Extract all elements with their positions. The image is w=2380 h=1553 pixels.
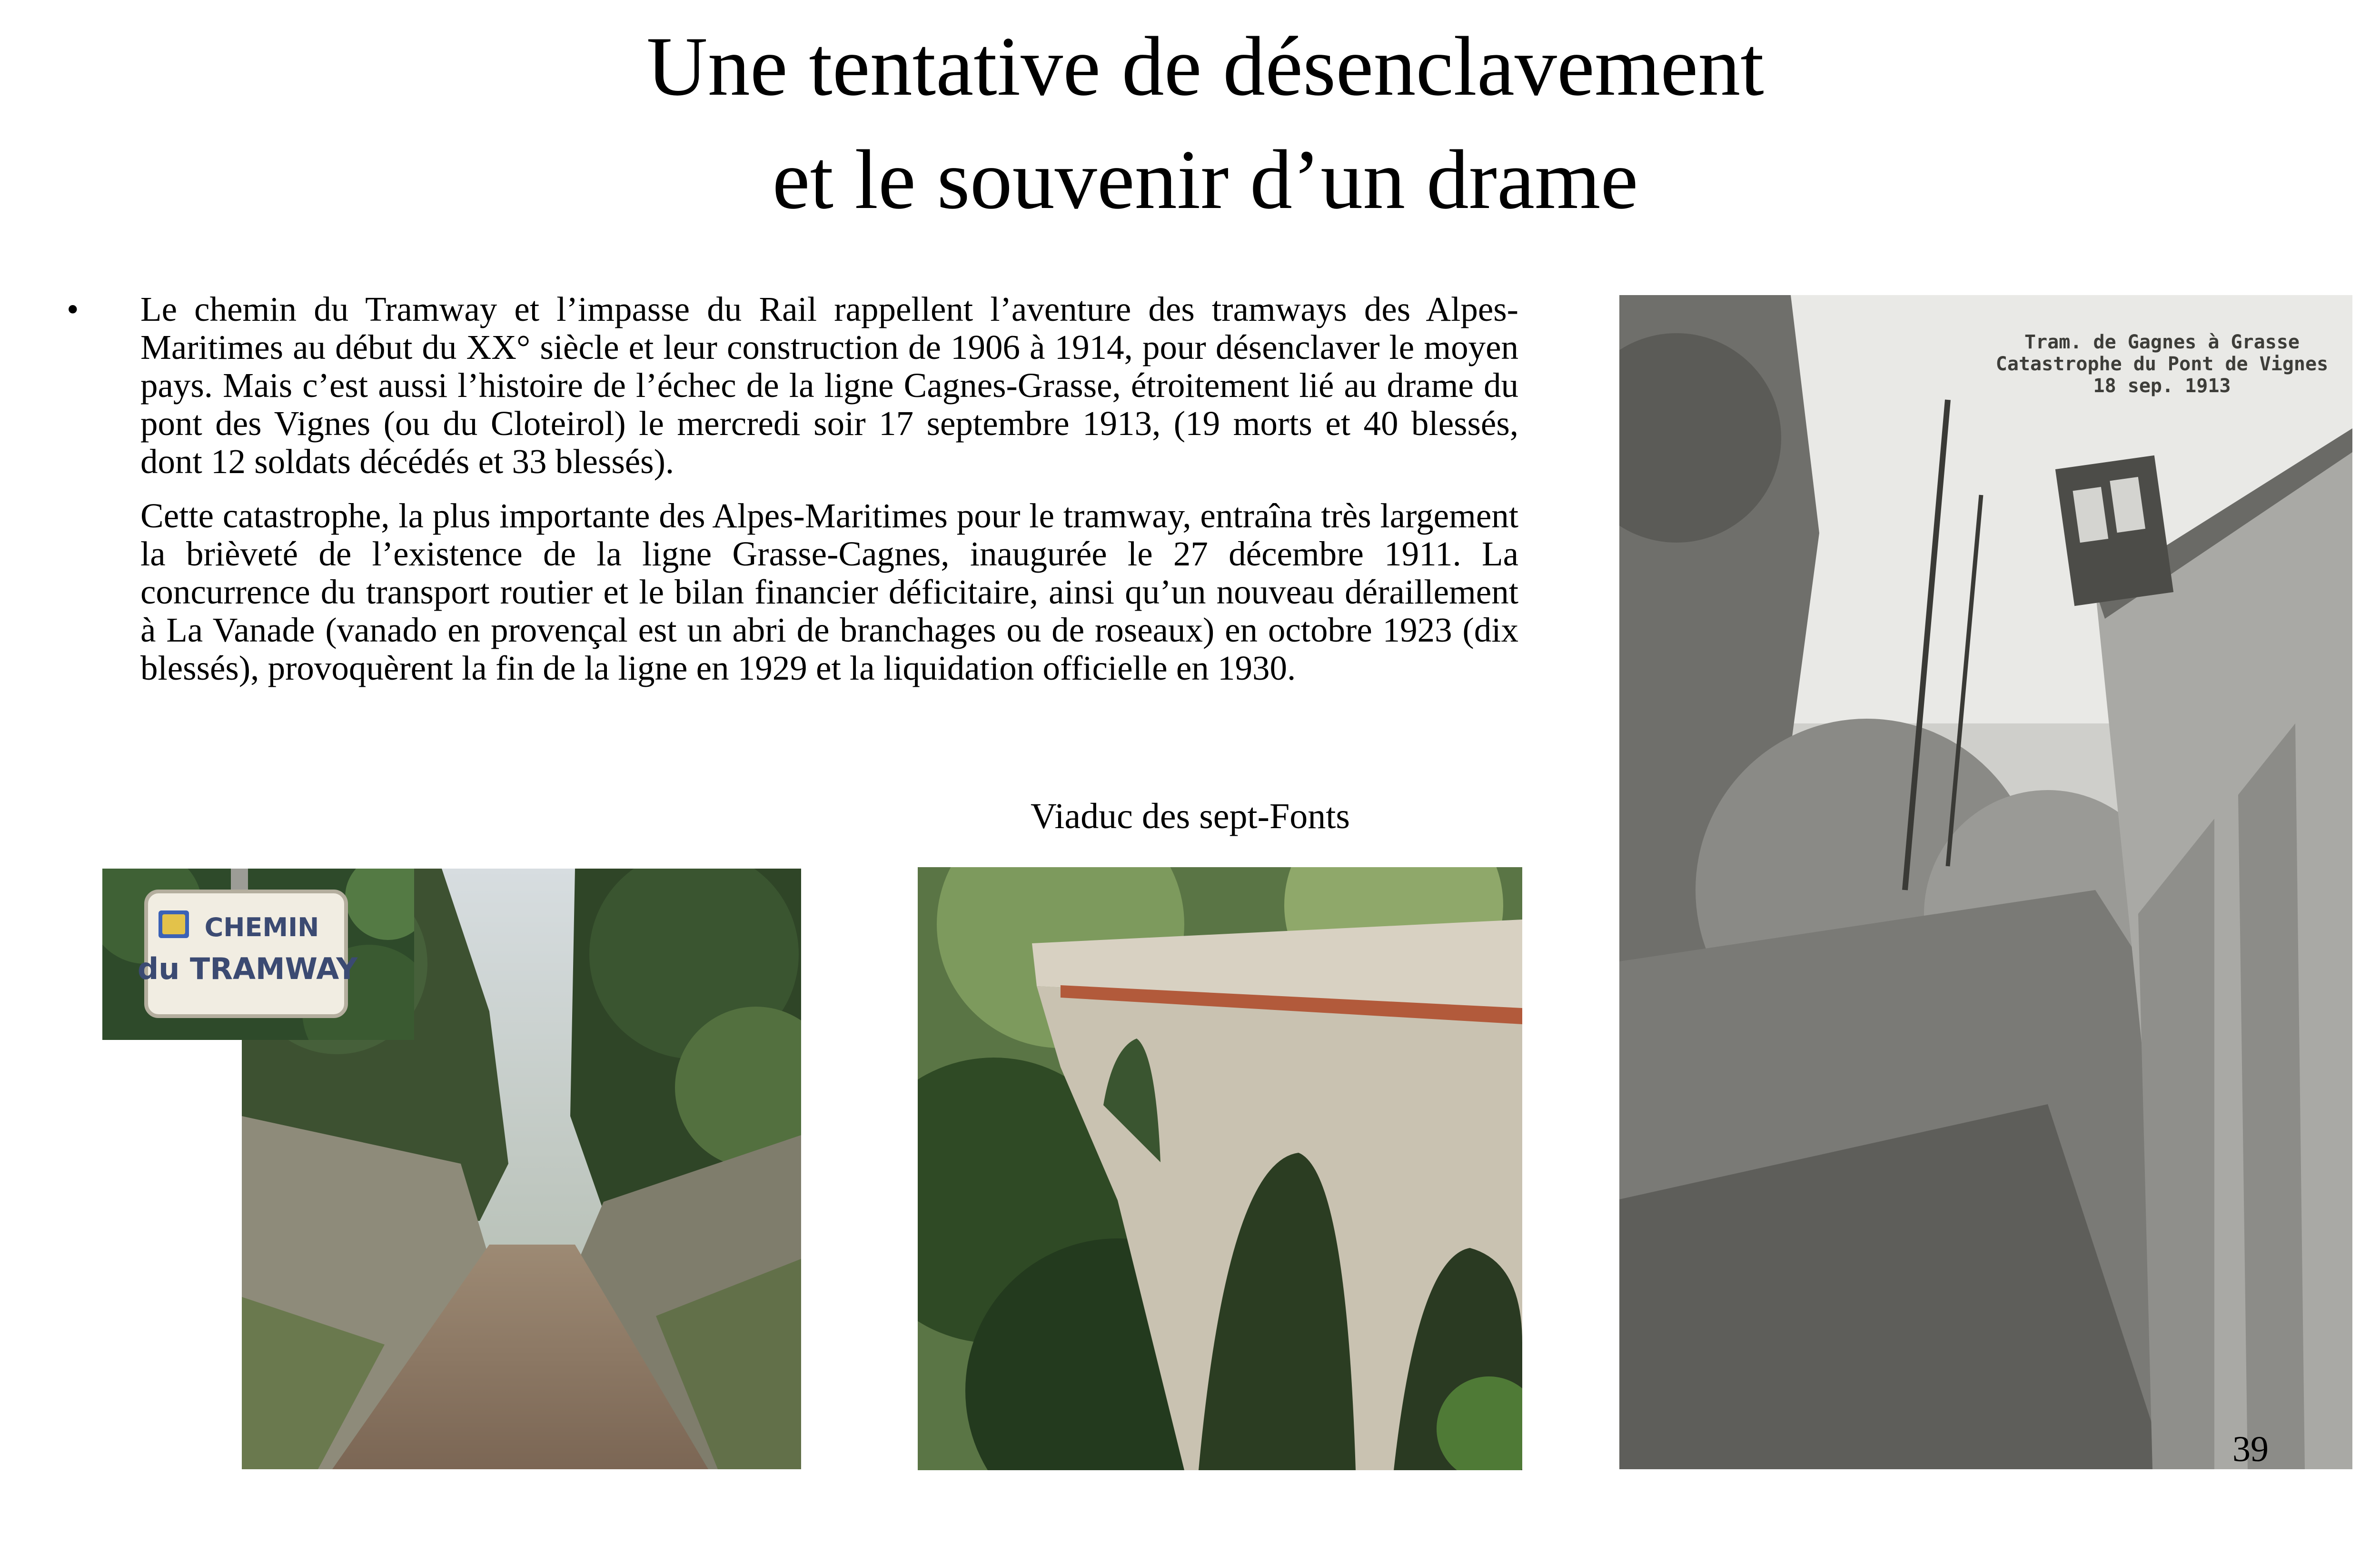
body-text	[67, 290, 1518, 687]
bullet-icon: •	[67, 290, 79, 328]
viaduct-caption: Viaduc des sept-Fonts	[1031, 796, 1350, 836]
street-sign-photo	[102, 869, 414, 1040]
title-line-1: Une tentative de désenclavement	[646, 19, 1764, 113]
postcard-caption-line-1: Tram. de Gagnes à Grasse	[2024, 331, 2300, 353]
postcard-caption-line-3: 18 sep. 1913	[2093, 375, 2231, 397]
postcard-caption-line-2: Catastrophe du Pont de Vignes	[1995, 353, 2329, 375]
bullet-paragraph	[67, 290, 1518, 481]
street-sign-line-1: CHEMIN	[204, 912, 319, 942]
title-line-2: et le souvenir d’un drame	[772, 132, 1638, 227]
page-number: 39	[2232, 1429, 2269, 1469]
slide-title	[0, 10, 2380, 236]
street-sign-line-2: du TRAMWAY	[137, 951, 358, 986]
paragraph-1: Le chemin du Tramway et l’impasse du Rail rappellent l’aventure des tramways des Alpes-Maritimes au début du XX° siècle et leur construction de 1906 à 1914, pour désenclaver le moyen pays. Mais c’est aussi l’histoire de l’échec de la ligne Cagnes-Grasse, étroitement lié au drame du pont des Vignes (ou du Cloteirol) le mercredi soir 17 septembre 1913, (19 morts et 40 blessés, dont 12 soldats décédés et 33 blessés).	[140, 290, 1518, 481]
viaduct-photo	[918, 867, 1522, 1470]
postcard-photo	[1619, 295, 2352, 1469]
paragraph-2: Cette catastrophe, la plus importante des Alpes-Maritimes pour le tramway, entraîna très largement la brièveté de l’existence de la ligne Grasse-Cagnes, inaugurée le 27 décembre 1911. La concurrence du transport routier et le bilan financier déficitaire, ainsi qu’un nouveau déraillement à La Vanade (vanado en provençal est un abri de branchages ou de roseaux) en octobre 1923 (dix blessés), provoquèrent la fin de la ligne en 1929 et la liquidation officielle en 1930.	[140, 496, 1518, 687]
